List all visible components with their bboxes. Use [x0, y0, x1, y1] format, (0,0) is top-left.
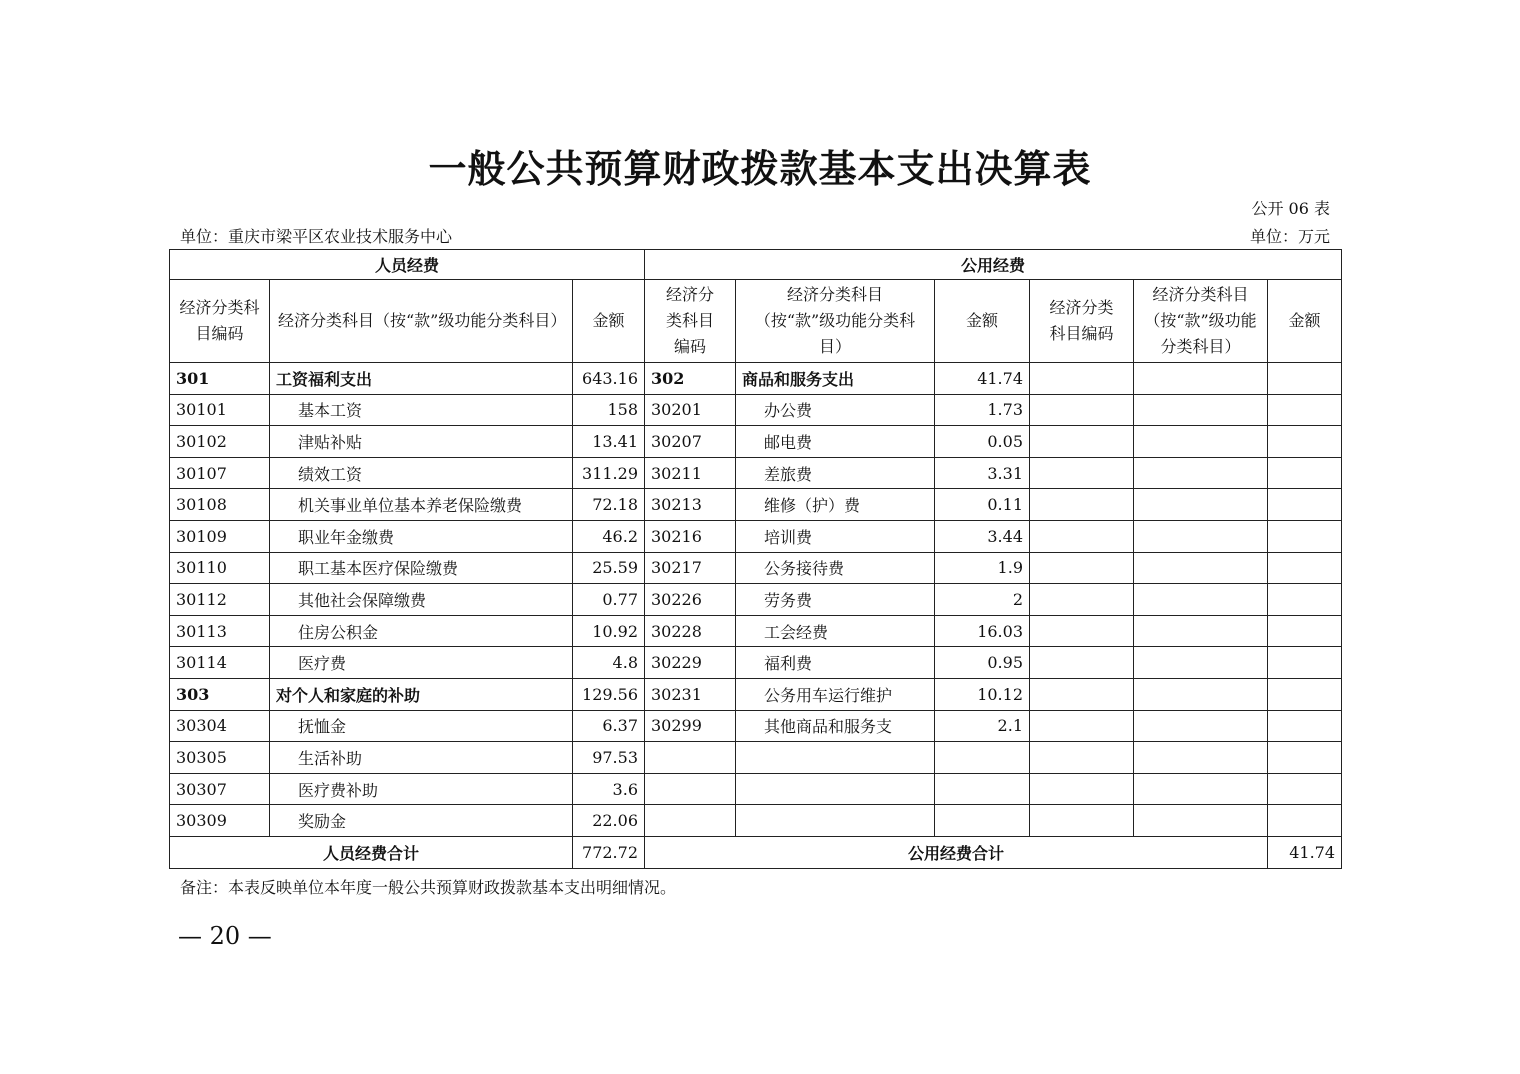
personnel-name-cell: 工资福利支出 [270, 363, 573, 395]
public-section-header: 公用经费 [645, 250, 1342, 280]
public-code-cell: 30201 [645, 394, 736, 426]
public-code-cell-2 [1030, 552, 1134, 584]
public-amount-cell: 16.03 [935, 615, 1030, 647]
public-name-cell: 邮电费 [736, 426, 935, 458]
expenditure-table [169, 249, 1342, 869]
personnel-amount-cell: 158 [573, 394, 645, 426]
public-code-cell-2 [1030, 710, 1134, 742]
table-row [170, 552, 1342, 584]
public-name-cell-2 [1134, 426, 1268, 458]
personnel-code-cell: 30307 [170, 773, 270, 805]
personnel-amount-cell: 6.37 [573, 710, 645, 742]
public-total-label: 公用经费合计 [645, 836, 1268, 868]
public-name-cell-2 [1134, 363, 1268, 395]
personnel-name-cell: 基本工资 [270, 394, 573, 426]
personnel-name-cell: 医疗费 [270, 647, 573, 679]
public-name-cell [736, 805, 935, 837]
personnel-name-cell: 津贴补贴 [270, 426, 573, 458]
table-row [170, 584, 1342, 616]
public-name-cell-2 [1134, 552, 1268, 584]
table-row [170, 489, 1342, 521]
public-name-cell-2 [1134, 710, 1268, 742]
public-amount-cell: 1.9 [935, 552, 1030, 584]
public-amount-cell-2 [1268, 584, 1342, 616]
personnel-name-cell: 职业年金缴费 [270, 520, 573, 552]
personnel-total-amount: 772.72 [573, 836, 645, 868]
public-amount-cell: 2 [935, 584, 1030, 616]
table-row [170, 773, 1342, 805]
personnel-name-cell: 绩效工资 [270, 457, 573, 489]
table-row [170, 520, 1342, 552]
public-amount-cell-2 [1268, 489, 1342, 521]
public-amount-cell: 0.11 [935, 489, 1030, 521]
public-name-cell-2 [1134, 805, 1268, 837]
unit-organization: 单位：重庆市梁平区农业技术服务中心 [180, 227, 453, 246]
public-amount-cell-2 [1268, 805, 1342, 837]
public-amount-cell-2 [1268, 773, 1342, 805]
personnel-name-cell: 住房公积金 [270, 615, 573, 647]
personnel-code-cell: 30114 [170, 647, 270, 679]
public-name-cell: 公务用车运行维护 [736, 678, 935, 710]
public-name-cell-2 [1134, 742, 1268, 774]
public-code-cell [645, 773, 736, 805]
public-total-amount: 41.74 [1268, 836, 1342, 868]
public-amount-cell: 41.74 [935, 363, 1030, 395]
col-header-name: 经济分类科目（按“款”级功能分类科目） [270, 280, 573, 363]
public-amount-cell-2 [1268, 394, 1342, 426]
personnel-code-cell: 301 [170, 363, 270, 395]
public-name-cell: 商品和服务支出 [736, 363, 935, 395]
public-amount-cell [935, 742, 1030, 774]
column-header-row [170, 280, 1342, 363]
public-name-cell: 培训费 [736, 520, 935, 552]
public-code-cell: 302 [645, 363, 736, 395]
public-name-cell [736, 773, 935, 805]
public-code-cell-2 [1030, 678, 1134, 710]
personnel-amount-cell: 13.41 [573, 426, 645, 458]
totals-row [170, 836, 1342, 868]
public-code-cell-2 [1030, 615, 1134, 647]
col-header-amount: 金额 [1268, 280, 1342, 363]
personnel-name-cell: 医疗费补助 [270, 773, 573, 805]
public-code-cell-2 [1030, 584, 1134, 616]
form-number: 公开 06 表 [1251, 199, 1330, 218]
public-name-cell-2 [1134, 394, 1268, 426]
public-amount-cell: 2.1 [935, 710, 1030, 742]
public-name-cell-2 [1134, 678, 1268, 710]
col-header-code: 经济分类科目编码 [645, 280, 736, 363]
public-code-cell: 30213 [645, 489, 736, 521]
public-name-cell: 差旅费 [736, 457, 935, 489]
personnel-total-label: 人员经费合计 [170, 836, 573, 868]
personnel-code-cell: 30108 [170, 489, 270, 521]
col-header-code: 经济分类科目编码 [1030, 280, 1134, 363]
public-name-cell-2 [1134, 615, 1268, 647]
public-amount-cell: 3.44 [935, 520, 1030, 552]
table-row [170, 742, 1342, 774]
public-code-cell [645, 805, 736, 837]
personnel-code-cell: 30110 [170, 552, 270, 584]
col-header-name: 经济分类科目（按“款”级功能分类科目） [736, 280, 935, 363]
personnel-code-cell: 30102 [170, 426, 270, 458]
remark-note: 备注：本表反映单位本年度一般公共预算财政拨款基本支出明细情况。 [180, 878, 677, 897]
personnel-amount-cell: 25.59 [573, 552, 645, 584]
table-body [170, 363, 1342, 837]
public-name-cell [736, 742, 935, 774]
public-code-cell: 30216 [645, 520, 736, 552]
personnel-name-cell: 生活补助 [270, 742, 573, 774]
public-amount-cell: 3.31 [935, 457, 1030, 489]
table-row [170, 457, 1342, 489]
public-name-cell-2 [1134, 489, 1268, 521]
table-row [170, 710, 1342, 742]
table-row [170, 394, 1342, 426]
public-amount-cell-2 [1268, 363, 1342, 395]
page-number: — 20 — [178, 922, 272, 950]
personnel-code-cell: 30305 [170, 742, 270, 774]
personnel-name-cell: 奖励金 [270, 805, 573, 837]
public-amount-cell: 10.12 [935, 678, 1030, 710]
personnel-code-cell: 30107 [170, 457, 270, 489]
public-name-cell: 维修（护）费 [736, 489, 935, 521]
personnel-name-cell: 机关事业单位基本养老保险缴费 [270, 489, 573, 521]
public-amount-cell-2 [1268, 678, 1342, 710]
personnel-amount-cell: 643.16 [573, 363, 645, 395]
public-code-cell-2 [1030, 363, 1134, 395]
public-amount-cell-2 [1268, 552, 1342, 584]
personnel-section-header: 人员经费 [170, 250, 645, 280]
public-amount-cell-2 [1268, 457, 1342, 489]
col-header-code: 经济分类科目编码 [170, 280, 270, 363]
public-amount-cell [935, 805, 1030, 837]
public-code-cell: 30207 [645, 426, 736, 458]
public-amount-cell-2 [1268, 647, 1342, 679]
col-header-amount: 金额 [573, 280, 645, 363]
table-row [170, 647, 1342, 679]
personnel-amount-cell: 10.92 [573, 615, 645, 647]
table-row [170, 678, 1342, 710]
public-name-cell: 公务接待费 [736, 552, 935, 584]
personnel-code-cell: 30113 [170, 615, 270, 647]
public-amount-cell: 1.73 [935, 394, 1030, 426]
table-row [170, 426, 1342, 458]
public-amount-cell-2 [1268, 615, 1342, 647]
personnel-amount-cell: 72.18 [573, 489, 645, 521]
personnel-amount-cell: 22.06 [573, 805, 645, 837]
personnel-amount-cell: 46.2 [573, 520, 645, 552]
public-name-cell: 工会经费 [736, 615, 935, 647]
table-row [170, 363, 1342, 395]
personnel-amount-cell: 97.53 [573, 742, 645, 774]
public-code-cell-2 [1030, 805, 1134, 837]
personnel-name-cell: 抚恤金 [270, 710, 573, 742]
personnel-amount-cell: 4.8 [573, 647, 645, 679]
personnel-code-cell: 30109 [170, 520, 270, 552]
public-name-cell: 福利费 [736, 647, 935, 679]
public-code-cell: 30231 [645, 678, 736, 710]
public-amount-cell-2 [1268, 520, 1342, 552]
page-title: 一般公共预算财政拨款基本支出决算表 [428, 146, 1092, 191]
public-code-cell: 30229 [645, 647, 736, 679]
personnel-name-cell: 职工基本医疗保险缴费 [270, 552, 573, 584]
public-name-cell-2 [1134, 647, 1268, 679]
public-code-cell: 30217 [645, 552, 736, 584]
public-code-cell-2 [1030, 457, 1134, 489]
section-header-row [170, 250, 1342, 280]
public-amount-cell-2 [1268, 426, 1342, 458]
public-code-cell: 30226 [645, 584, 736, 616]
public-code-cell-2 [1030, 520, 1134, 552]
col-header-amount: 金额 [935, 280, 1030, 363]
personnel-amount-cell: 311.29 [573, 457, 645, 489]
col-header-name: 经济分类科目（按“款”级功能分类科目） [1134, 280, 1268, 363]
public-code-cell: 30211 [645, 457, 736, 489]
public-code-cell-2 [1030, 489, 1134, 521]
public-name-cell-2 [1134, 773, 1268, 805]
public-code-cell: 30228 [645, 615, 736, 647]
personnel-code-cell: 30101 [170, 394, 270, 426]
public-amount-cell: 0.05 [935, 426, 1030, 458]
public-amount-cell: 0.95 [935, 647, 1030, 679]
public-amount-cell-2 [1268, 710, 1342, 742]
personnel-code-cell: 30309 [170, 805, 270, 837]
personnel-code-cell: 30112 [170, 584, 270, 616]
table-row [170, 615, 1342, 647]
public-code-cell: 30299 [645, 710, 736, 742]
public-code-cell [645, 742, 736, 774]
personnel-code-cell: 303 [170, 678, 270, 710]
personnel-amount-cell: 129.56 [573, 678, 645, 710]
public-amount-cell [935, 773, 1030, 805]
public-name-cell: 办公费 [736, 394, 935, 426]
public-code-cell-2 [1030, 742, 1134, 774]
public-code-cell-2 [1030, 394, 1134, 426]
public-code-cell-2 [1030, 647, 1134, 679]
public-name-cell: 劳务费 [736, 584, 935, 616]
public-name-cell: 其他商品和服务支 [736, 710, 935, 742]
personnel-amount-cell: 3.6 [573, 773, 645, 805]
table-row [170, 805, 1342, 837]
public-code-cell-2 [1030, 426, 1134, 458]
public-name-cell-2 [1134, 457, 1268, 489]
unit-currency: 单位：万元 [1249, 227, 1330, 246]
public-code-cell-2 [1030, 773, 1134, 805]
personnel-name-cell: 对个人和家庭的补助 [270, 678, 573, 710]
public-name-cell-2 [1134, 520, 1268, 552]
personnel-amount-cell: 0.77 [573, 584, 645, 616]
public-name-cell-2 [1134, 584, 1268, 616]
personnel-name-cell: 其他社会保障缴费 [270, 584, 573, 616]
public-amount-cell-2 [1268, 742, 1342, 774]
personnel-code-cell: 30304 [170, 710, 270, 742]
